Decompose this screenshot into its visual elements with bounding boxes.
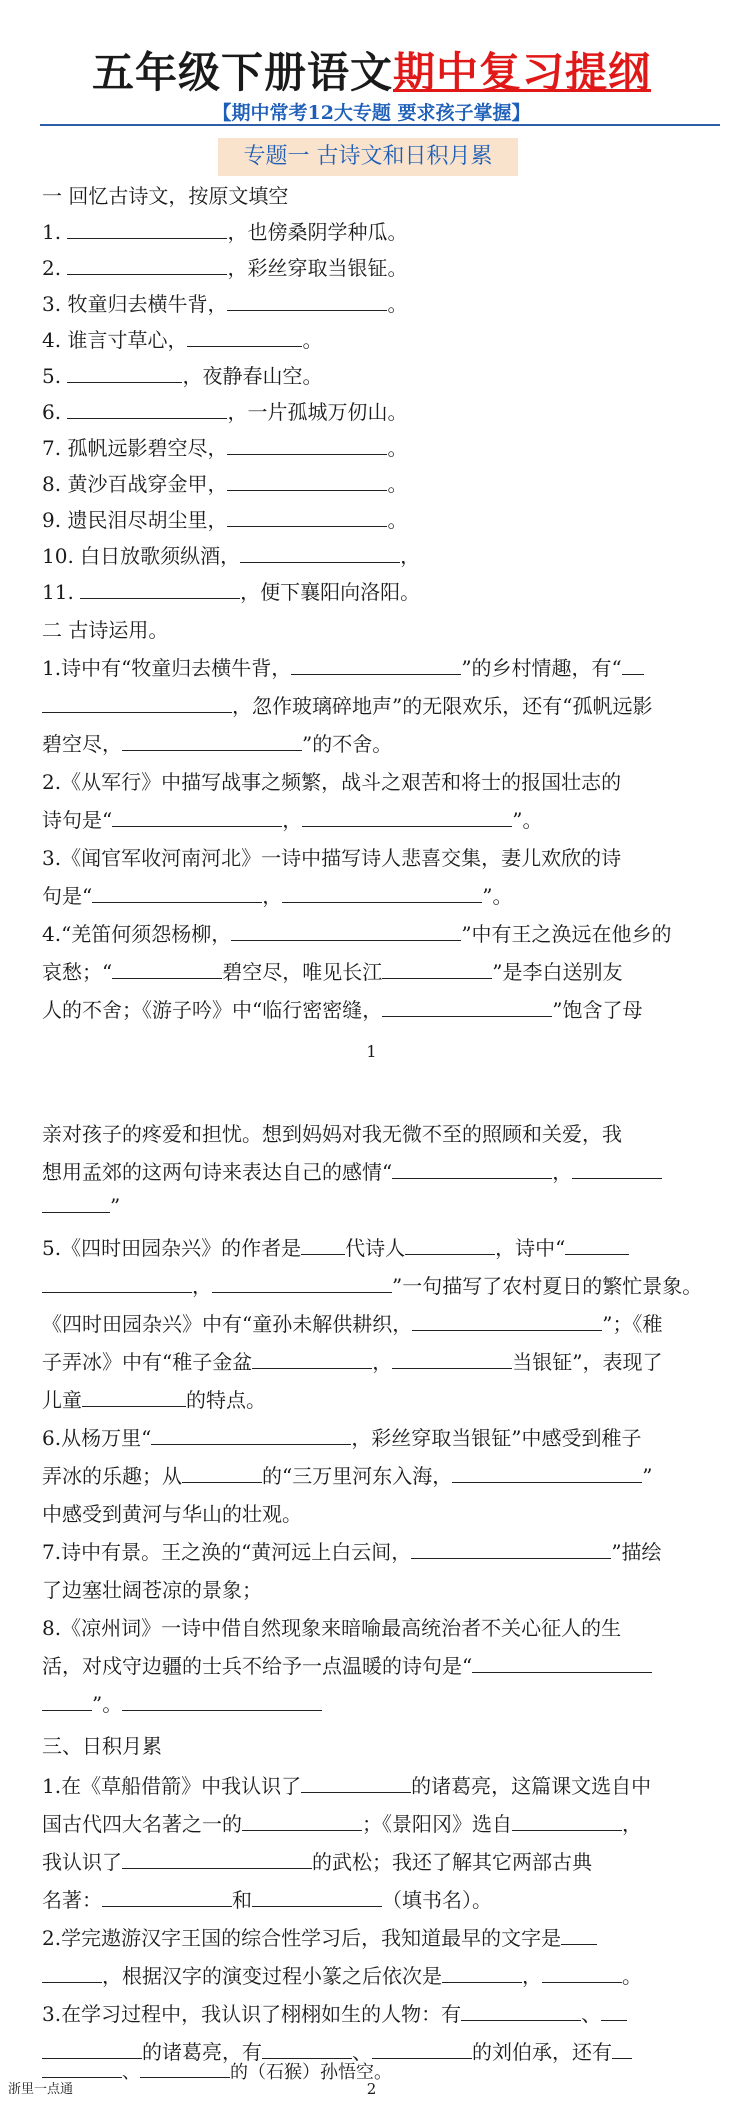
subtitle: 【期中常考12大专题 要求孩子掌握】 — [212, 102, 531, 124]
page-number: 2 — [366, 2080, 377, 2098]
answer-blank[interactable] — [42, 2040, 142, 2059]
text-line: 儿童 的特点。 — [42, 1388, 266, 1412]
section-heading: 一 回忆古诗文，按原文填空 — [42, 184, 289, 208]
answer-blank[interactable] — [231, 922, 461, 941]
answer-blank[interactable] — [301, 1774, 411, 1793]
divider — [40, 124, 720, 126]
section-heading: 二 古诗运用。 — [42, 618, 169, 642]
answer-blank[interactable] — [42, 1964, 102, 1983]
topic-banner: 专题一 古诗文和日积月累 — [218, 138, 518, 176]
text-line: 想用孟郊的这两句诗来表达自己的感情“ ， — [42, 1156, 662, 1185]
text-line: 3.在学习过程中，我认识了栩栩如生的人物：有 、 — [42, 1998, 627, 2027]
text-line: 5.《四时田园杂兴》的作者是 代诗人 ，诗中“ — [42, 1232, 629, 1261]
text-line: 2.学完遨游汉字王国的综合性学习后，我知道最早的文字是 — [42, 1922, 597, 1951]
answer-blank[interactable] — [561, 1926, 597, 1945]
answer-blank[interactable] — [112, 960, 222, 979]
answer-blank[interactable] — [212, 1274, 392, 1293]
text-line: 亲对孩子的疼爱和担忧。想到妈妈对我无微不至的照顾和关爱，我 — [42, 1122, 622, 1146]
answer-blank[interactable] — [42, 1194, 110, 1213]
answer-blank[interactable] — [227, 292, 387, 311]
text-line: 4.“羌笛何须怨杨柳， ”中有王之涣远在他乡的 — [42, 922, 672, 946]
answer-blank[interactable] — [42, 694, 232, 713]
text-line: 了边塞壮阔苍凉的景象； — [42, 1578, 262, 1602]
answer-blank[interactable] — [262, 2040, 352, 2059]
answer-blank[interactable] — [42, 1692, 92, 1711]
answer-blank[interactable] — [227, 508, 387, 527]
fill-item: 9. 遗民泪尽胡尘里， 。 — [42, 508, 408, 532]
answer-blank[interactable] — [472, 1654, 652, 1673]
answer-blank[interactable] — [82, 1388, 186, 1407]
answer-blank[interactable] — [67, 220, 227, 239]
text-line: 碧空尽， ”的不舍。 — [42, 732, 393, 756]
footer-note: 浙里一点通 — [8, 2082, 74, 2097]
fill-item: 7. 孤帆远影碧空尽， 。 — [42, 436, 408, 460]
answer-blank[interactable] — [42, 1274, 192, 1293]
fill-item: 4. 谁言寸草心， 。 — [42, 328, 323, 352]
answer-blank[interactable] — [187, 328, 302, 347]
answer-blank[interactable] — [42, 2059, 122, 2078]
text-line: 名著： 和 （填书名）。 — [42, 1888, 492, 1912]
text-line: 、 的（石猴）孙悟空。 — [42, 2058, 392, 2084]
answer-blank[interactable] — [392, 1160, 552, 1179]
answer-blank[interactable] — [67, 400, 227, 419]
text-line: ，忽作玻璃碎地声”的无限欢乐，还有“孤帆远影 — [42, 690, 652, 719]
fill-item: 3. 牧童归去横牛背， 。 — [42, 292, 408, 316]
answer-blank[interactable] — [601, 2002, 627, 2021]
answer-blank[interactable] — [542, 1964, 622, 1983]
answer-blank[interactable] — [392, 1350, 512, 1369]
text-line: 弄冰的乐趣；从 的“三万里河东入海， ” — [42, 1464, 653, 1488]
text-line: 我认识了 的武松；我还了解其它两部古典 — [42, 1850, 592, 1874]
fill-item: 8. 黄沙百战穿金甲， 。 — [42, 472, 408, 496]
answer-blank[interactable] — [92, 884, 262, 903]
answer-blank[interactable] — [461, 2002, 581, 2021]
answer-blank[interactable] — [301, 1236, 345, 1255]
text-line: 《四时田园杂兴》中有“童孙未解供耕织， ”；《稚 — [42, 1312, 663, 1336]
answer-blank[interactable] — [405, 1236, 495, 1255]
answer-blank[interactable] — [67, 256, 227, 275]
fill-item: 1. ，也傍桑阴学种瓜。 — [42, 220, 408, 244]
text-line: 的诸葛亮，有 、 的刘伯承，还有 — [42, 2036, 632, 2065]
answer-blank[interactable] — [302, 808, 512, 827]
answer-blank[interactable] — [512, 1812, 622, 1831]
text-line: ，根据汉字的演变过程小篆之后依次是 ， 。 — [42, 1960, 642, 1989]
text-line: 1.在《草船借箭》中我认识了 的诸葛亮，这篇课文选自中 — [42, 1774, 652, 1798]
text-line: 活，对戍守边疆的士兵不给予一点温暖的诗句是“ — [42, 1650, 652, 1679]
fill-item: 11. ，便下襄阳向洛阳。 — [42, 580, 421, 604]
answer-blank[interactable] — [565, 1236, 629, 1255]
text-line: ”。 — [42, 1688, 322, 1717]
answer-blank[interactable] — [240, 544, 400, 563]
answer-blank[interactable] — [122, 1692, 322, 1711]
text-line: ” — [42, 1194, 120, 1218]
text-line: 8.《凉州词》一诗中借自然现象来暗喻最高统治者不关心征人的生 — [42, 1616, 622, 1640]
section-heading: 三、日积月累 — [42, 1734, 162, 1758]
answer-blank[interactable] — [282, 884, 482, 903]
answer-blank[interactable] — [612, 2040, 632, 2059]
answer-blank[interactable] — [622, 656, 644, 675]
answer-blank[interactable] — [411, 1540, 611, 1559]
answer-blank[interactable] — [412, 1312, 602, 1331]
text-line: 子弄冰》中有“稚子金盆 ， 当银钲”，表现了 — [42, 1350, 663, 1374]
text-line: 国古代四大名著之一的 ；《景阳冈》选自 ， — [42, 1812, 642, 1836]
answer-blank[interactable] — [112, 808, 282, 827]
answer-blank[interactable] — [140, 2059, 230, 2078]
text-line: 2.《从军行》中描写战事之频繁，战斗之艰苦和将士的报国壮志的 — [42, 770, 622, 794]
fill-item: 10. 白日放歌须纵酒， ， — [42, 544, 421, 568]
answer-blank[interactable] — [182, 1464, 262, 1483]
answer-blank[interactable] — [122, 1850, 312, 1869]
answer-blank[interactable] — [452, 1464, 642, 1483]
text-line: 6.从杨万里“ ，彩丝穿取当银钲”中感受到稚子 — [42, 1426, 642, 1450]
text-line: 哀愁；“ 碧空尽，唯见长江 ”是李白送别友 — [42, 960, 623, 984]
text-line: ， ”一句描写了农村夏日的繁忙景象。 — [42, 1270, 702, 1299]
text-line: 1.诗中有“牧童归去横牛背， ”的乡村情趣，有“ — [42, 652, 644, 681]
text-line: 句是“ ， ”。 — [42, 884, 513, 908]
answer-blank[interactable] — [442, 1964, 522, 1983]
answer-blank[interactable] — [67, 364, 182, 383]
answer-blank[interactable] — [102, 1888, 232, 1907]
page-title: 五年级下册语文期中复习提纲 — [91, 48, 652, 97]
fill-item: 6. ，一片孤城万仞山。 — [42, 400, 408, 424]
text-line: 7.诗中有景。王之涣的“黄河远上白云间， ”描绘 — [42, 1540, 662, 1564]
text-line: 诗句是“ ， ”。 — [42, 808, 543, 832]
answer-blank[interactable] — [572, 1160, 662, 1179]
answer-blank[interactable] — [252, 1888, 382, 1907]
fill-item: 2. ，彩丝穿取当银钲。 — [42, 256, 408, 280]
answer-blank[interactable] — [291, 656, 461, 675]
answer-blank[interactable] — [382, 960, 492, 979]
answer-blank[interactable] — [242, 1812, 362, 1831]
page-number: 1 — [366, 1042, 377, 1061]
fill-item: 5. ，夜静春山空。 — [42, 364, 323, 388]
answer-blank[interactable] — [122, 732, 302, 751]
text-line: 3.《闻官军收河南河北》一诗中描写诗人悲喜交集，妻儿欢欣的诗 — [42, 846, 622, 870]
answer-blank[interactable] — [227, 436, 387, 455]
text-line: 中感受到黄河与华山的壮观。 — [42, 1502, 302, 1526]
answer-blank[interactable] — [151, 1426, 351, 1445]
answer-blank[interactable] — [252, 1350, 372, 1369]
answer-blank[interactable] — [382, 998, 552, 1017]
answer-blank[interactable] — [227, 472, 387, 491]
text-line: 人的不舍；《游子吟》中“临行密密缝， ”饱含了母 — [42, 998, 643, 1022]
answer-blank[interactable] — [80, 580, 240, 599]
answer-blank[interactable] — [372, 2040, 472, 2059]
